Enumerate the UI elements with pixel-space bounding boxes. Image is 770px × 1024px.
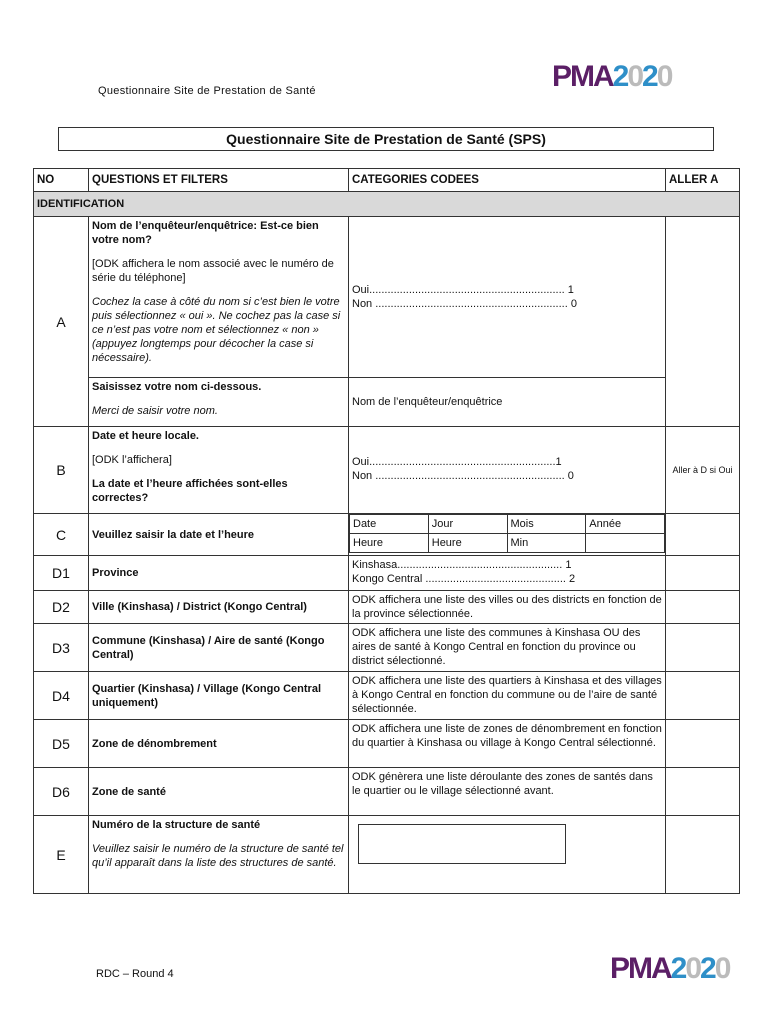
grid-cell[interactable]	[586, 534, 665, 553]
date-time-grid	[349, 514, 665, 553]
row-no: D5	[34, 720, 89, 768]
pma-logo: PMA2020	[552, 60, 672, 93]
table-row	[34, 624, 740, 672]
page-title: Questionnaire Site de Prestation de Santé (SPS)	[58, 127, 714, 151]
row-no: D4	[34, 672, 89, 720]
option-oui: Oui.............................................................1	[352, 456, 562, 468]
option-oui: Oui................................................................ 1	[352, 284, 574, 296]
row-no: D2	[34, 591, 89, 624]
table-header-row	[34, 169, 740, 192]
instruction: Cochez la case à côté du nom si c’est bien le votre puis sélectionnez « oui ». Ne cochez pas la case si ce n’est pas votre nom et sélectionnez « non » (appuyez longtemps pour décocher la case si nécessaire).	[92, 296, 341, 364]
table-row	[34, 514, 740, 556]
table-row	[34, 672, 740, 720]
category-text: ODK génèrera une liste déroulante des zones de santés dans le quartier ou le village sélectionné avant.	[349, 768, 666, 816]
category-text: ODK affichera une liste de zones de dénombrement en fonction du quartier à Kinshasa ou village à Kongo Central sélectionné.	[349, 720, 666, 768]
grid-cell[interactable]: Heure	[428, 534, 507, 553]
category-text: ODK affichera une liste des villes ou des districts en fonction de la province sélectionnée.	[349, 591, 666, 624]
instruction: Veuillez saisir le numéro de la structure de santé tel qu’il apparaît dans la liste des structures de santé.	[92, 843, 344, 869]
grid-cell[interactable]: Mois	[507, 515, 586, 534]
table-row	[34, 556, 740, 591]
table-row	[34, 427, 740, 514]
question: Nom de l’enquêteur/enquêtrice: Est-ce bien votre nom?	[92, 220, 319, 246]
question: Veuillez saisir la date et l’heure	[92, 528, 255, 541]
row-no: D1	[34, 556, 89, 591]
footer-text: RDC – Round 4	[96, 968, 174, 980]
instruction: Merci de saisir votre nom.	[92, 405, 218, 417]
facility-number-input[interactable]	[358, 824, 566, 864]
table-row	[34, 720, 740, 768]
question: Zone de dénombrement	[92, 737, 217, 750]
grid-cell[interactable]: Date	[350, 515, 429, 534]
question: Saisissez votre nom ci-dessous.	[92, 381, 262, 393]
grid-cell[interactable]: Année	[586, 515, 665, 534]
grid-cell[interactable]: Min	[507, 534, 586, 553]
note: [ODK affichera le nom associé avec le numéro de série du téléphone]	[92, 258, 334, 284]
name-field-label: Nom de l’enquêteur/enquêtrice	[349, 378, 666, 427]
row-no: A	[34, 217, 89, 427]
category-text: ODK affichera une liste des quartiers à Kinshasa et des villages à Kongo Central en fonction du commune ou de l’aire de santé sélectionnée.	[349, 672, 666, 720]
question: Date et heure locale.	[92, 430, 199, 442]
row-no: D3	[34, 624, 89, 672]
question: Zone de santé	[92, 785, 166, 798]
question: Quartier (Kinshasa) / Village (Kongo Central uniquement)	[92, 682, 322, 709]
questionnaire-table	[33, 168, 740, 894]
question: Commune (Kinshasa) / Aire de santé (Kongo Central)	[92, 634, 325, 661]
col-categories: CATEGORIES CODEES	[349, 169, 666, 192]
question: La date et l’heure affichées sont-elles correctes?	[92, 478, 288, 504]
option-kongo-central: Kongo Central .............................................. 2	[352, 573, 576, 585]
col-aller: ALLER A	[666, 169, 740, 192]
skip-instruction: Aller à D si Oui	[666, 427, 740, 514]
pma-logo-footer: PMA2020	[610, 952, 730, 985]
table-row	[34, 591, 740, 624]
row-no: C	[34, 514, 89, 556]
table-row	[34, 768, 740, 816]
option-non: Non .............................................................. 0	[352, 470, 574, 482]
row-no: D6	[34, 768, 89, 816]
grid-cell[interactable]: Heure	[350, 534, 429, 553]
question: Province	[92, 567, 139, 579]
running-header: Questionnaire Site de Prestation de Santé	[98, 85, 316, 97]
table-row	[34, 816, 740, 894]
table-row	[34, 217, 740, 378]
category-text: ODK affichera une liste des communes à Kinshasa OU des aires de santé à Kongo Central en fonction du province ou district sélectionné.	[349, 624, 666, 672]
question: Numéro de la structure de santé	[92, 819, 261, 831]
table-row	[34, 378, 740, 427]
option-kinshasa: Kinshasa...................................................... 1	[352, 559, 572, 571]
option-non: Non ............................................................... 0	[352, 298, 577, 310]
row-no: E	[34, 816, 89, 894]
row-no: B	[34, 427, 89, 514]
note: [ODK l’afficher​a]	[92, 454, 172, 466]
section-identification: IDENTIFICATION	[34, 192, 740, 217]
col-questions: QUESTIONS ET FILTERS	[89, 169, 349, 192]
grid-cell[interactable]: Jour	[428, 515, 507, 534]
col-no: NO	[34, 169, 89, 192]
question: Ville (Kinshasa) / District (Kongo Central)	[92, 601, 307, 613]
